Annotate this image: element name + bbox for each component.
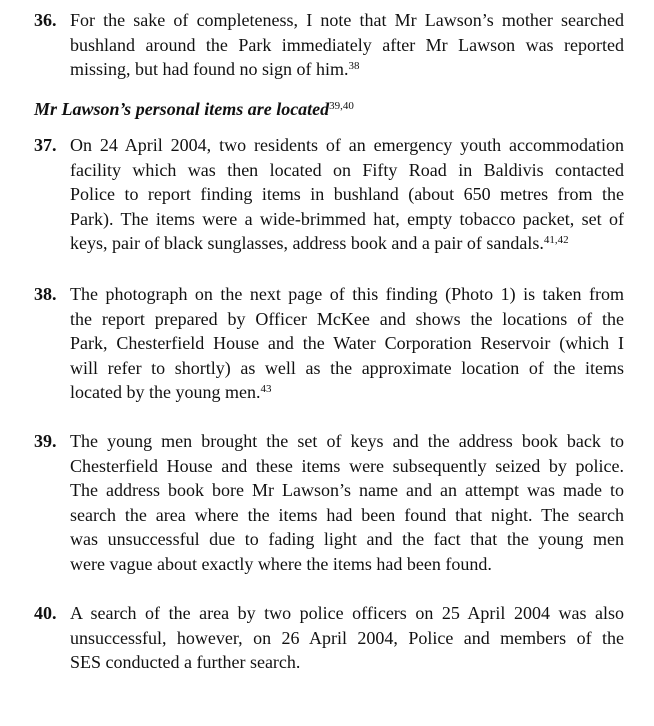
paragraph-number: 38. xyxy=(34,284,57,304)
paragraph-line: The address book bore Mr Lawson’s name and an attempt was made to xyxy=(70,480,624,500)
paragraph-37 xyxy=(34,133,624,256)
paragraph-number: 39. xyxy=(34,431,57,451)
section-heading-text: Mr Lawson’s personal items are located xyxy=(34,99,330,119)
paragraph-36 xyxy=(34,8,624,82)
paragraph-line-text: missing, but had found no sign of him. xyxy=(70,59,349,79)
paragraph-line: Park). The items were a wide-brimmed hat, empty tobacco packet, set of xyxy=(70,208,624,229)
paragraph-line: For the sake of completeness, I note that Mr Lawson’s mother searched xyxy=(70,10,624,30)
paragraph-body xyxy=(70,429,624,576)
paragraph-number: 40. xyxy=(34,603,57,623)
paragraph-body xyxy=(70,282,624,405)
footnote-ref: 38 xyxy=(348,60,360,72)
paragraph-line-text: keys, pair of black sunglasses, address book and a pair of sandals. xyxy=(70,233,544,253)
paragraph-body xyxy=(70,133,624,256)
paragraph-body xyxy=(70,8,624,82)
paragraph-40 xyxy=(34,601,624,675)
paragraph-line: Park, Chesterfield House and the Water Corporation Reservoir (which I xyxy=(70,333,624,353)
paragraph-line: will refer to shortly) as well as the approximate location of the items xyxy=(70,357,624,378)
paragraph-line: The photograph on the next page of this finding (Photo 1) is taken from xyxy=(70,284,624,304)
paragraph-line-last xyxy=(70,231,624,256)
paragraph-line: bushland around the Park immediately after Mr Lawson was reported xyxy=(70,34,624,55)
paragraph-line-last xyxy=(70,380,624,405)
paragraph-line: were vague about exactly where the items had been found. xyxy=(70,553,492,574)
paragraph-38 xyxy=(34,282,624,405)
paragraph-line: the report prepared by Officer McKee and shows the locations of the xyxy=(70,308,624,329)
paragraph-line: On 24 April 2004, two residents of an emergency youth accommodation xyxy=(70,135,624,155)
paragraph-line: The young men brought the set of keys and the address book back to xyxy=(70,431,624,451)
section-heading xyxy=(34,99,354,120)
footnote-ref: 41,42 xyxy=(543,234,569,246)
paragraph-number: 36. xyxy=(34,10,57,30)
paragraph-line: SES conducted a further search. xyxy=(70,652,301,672)
paragraph-line: A search of the area by two police officers on 25 April 2004 was also xyxy=(70,603,624,623)
paragraph-line-text: located by the young men. xyxy=(70,382,261,402)
paragraph-line-last xyxy=(70,57,624,82)
paragraph-line: Police to report finding items in bushland (about 650 metres from the xyxy=(70,184,624,204)
footnote-ref: 43 xyxy=(260,383,272,395)
paragraph-39 xyxy=(34,429,624,576)
footnote-ref: 39,40 xyxy=(329,100,354,112)
paragraph-body xyxy=(70,601,624,675)
paragraph-line: was unsuccessful due to fading light and the fact that the young men xyxy=(70,529,624,549)
paragraph-line: unsuccessful, however, on 26 April 2004, Police and members of the xyxy=(70,627,624,648)
paragraph-line: facility which was then located on Fifty Road in Baldivis contacted xyxy=(70,159,624,180)
paragraph-line: Chesterfield House and these items were subsequently seized by police. xyxy=(70,455,624,476)
paragraph-line: search the area where the items had been found that night. The search xyxy=(70,504,624,525)
paragraph-number: 37. xyxy=(34,135,57,155)
